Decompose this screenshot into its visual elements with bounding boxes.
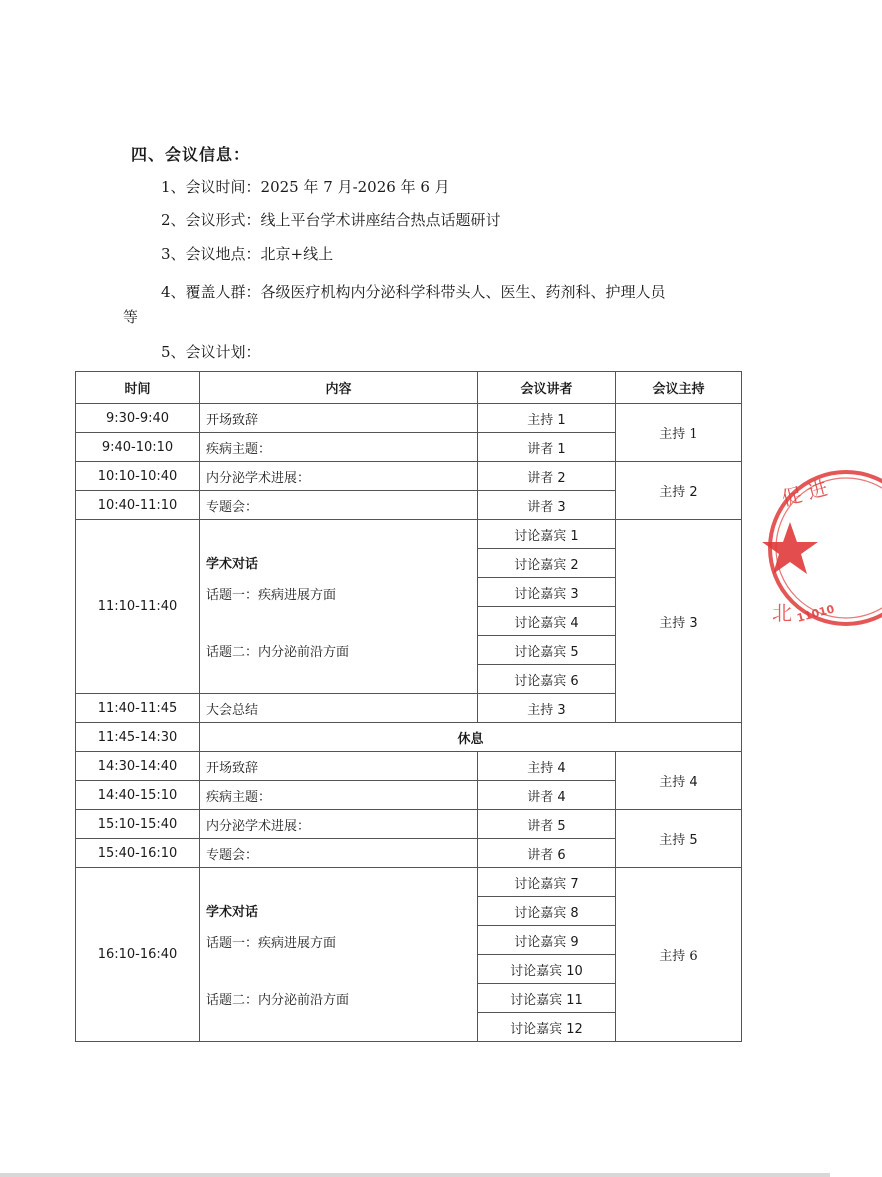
dialog-title: 学术对话 xyxy=(206,557,259,572)
content-cell: 疾病主题： xyxy=(200,433,478,462)
time-cell: 16:10-16:40 xyxy=(76,868,200,1042)
meeting-format-line: 2、会议形式：线上平台学术讲座结合热点话题研讨 xyxy=(161,211,501,229)
guest-cell: 讨论嘉宾 11 xyxy=(478,984,616,1013)
time-cell: 9:40-10:10 xyxy=(76,433,200,462)
content-cell: 内分泌学术进展： xyxy=(200,810,478,839)
speaker-cell: 讲者 1 xyxy=(478,433,616,462)
time-cell: 14:40-15:10 xyxy=(76,781,200,810)
speaker-cell: 主持 1 xyxy=(478,404,616,433)
dialog-topic: 话题二：内分泌前沿方面 xyxy=(206,993,350,1008)
dialog-topic: 话题一：疾病进展方面 xyxy=(206,936,337,951)
schedule-table xyxy=(75,371,742,1042)
dialog-topic: 话题二：内分泌前沿方面 xyxy=(206,645,350,660)
host-cell: 主持 5 xyxy=(616,810,742,868)
time-cell: 9:30-9:40 xyxy=(76,404,200,433)
guest-cell: 讨论嘉宾 6 xyxy=(478,665,616,694)
guest-cell: 讨论嘉宾 12 xyxy=(478,1013,616,1042)
speaker-cell: 讲者 4 xyxy=(478,781,616,810)
content-cell: 疾病主题： xyxy=(200,781,478,810)
guest-cell: 讨论嘉宾 7 xyxy=(478,868,616,897)
svg-text:促 进: 促 进 xyxy=(779,475,831,511)
svg-text:北: 北 xyxy=(772,601,792,625)
audience-line: 4、覆盖人群：各级医疗机构内分泌科学科带头人、医生、药剂科、护理人员 xyxy=(161,283,666,301)
official-seal xyxy=(762,462,882,632)
time-cell: 10:40-11:10 xyxy=(76,491,200,520)
guest-cell: 讨论嘉宾 10 xyxy=(478,955,616,984)
header-speaker: 会议讲者 xyxy=(478,372,616,404)
header-time: 时间 xyxy=(76,372,200,404)
time-cell: 11:40-11:45 xyxy=(76,694,200,723)
svg-text:11010: 11010 xyxy=(795,602,836,625)
break-row xyxy=(76,723,742,752)
table-row xyxy=(76,810,742,839)
speaker-cell: 讲者 5 xyxy=(478,810,616,839)
dialog-content-cell xyxy=(200,520,478,694)
content-cell: 专题会： xyxy=(200,839,478,868)
host-cell: 主持 6 xyxy=(616,868,742,1042)
audience-line-continued: 等 xyxy=(123,308,139,326)
guest-cell: 讨论嘉宾 8 xyxy=(478,897,616,926)
guest-cell: 讨论嘉宾 1 xyxy=(478,520,616,549)
section-heading: 四、会议信息： xyxy=(131,145,251,164)
table-row xyxy=(76,404,742,433)
host-cell: 主持 4 xyxy=(616,752,742,810)
dialog-content-cell xyxy=(200,868,478,1042)
speaker-cell: 讲者 3 xyxy=(478,491,616,520)
guest-cell: 讨论嘉宾 5 xyxy=(478,636,616,665)
header-host: 会议主持 xyxy=(616,372,742,404)
content-cell: 专题会： xyxy=(200,491,478,520)
time-cell: 15:40-16:10 xyxy=(76,839,200,868)
time-cell: 15:10-15:40 xyxy=(76,810,200,839)
meeting-location-line: 3、会议地点：北京+线上 xyxy=(161,245,334,263)
time-cell: 11:10-11:40 xyxy=(76,520,200,694)
content-cell: 大会总结 xyxy=(200,694,478,723)
content-cell: 内分泌学术进展： xyxy=(200,462,478,491)
meeting-plan-line: 5、会议计划： xyxy=(161,343,261,361)
guest-cell: 讨论嘉宾 4 xyxy=(478,607,616,636)
speaker-cell: 讲者 2 xyxy=(478,462,616,491)
host-cell: 主持 3 xyxy=(616,520,742,723)
table-row xyxy=(76,752,742,781)
speaker-cell: 讲者 6 xyxy=(478,839,616,868)
guest-cell: 讨论嘉宾 9 xyxy=(478,926,616,955)
time-cell: 14:30-14:40 xyxy=(76,752,200,781)
table-row xyxy=(76,462,742,491)
time-cell: 10:10-10:40 xyxy=(76,462,200,491)
host-cell: 主持 2 xyxy=(616,462,742,520)
speaker-cell: 主持 4 xyxy=(478,752,616,781)
time-cell: 11:45-14:30 xyxy=(76,723,200,752)
meeting-time-line: 1、会议时间：2025 年 7 月-2026 年 6 月 xyxy=(161,178,450,196)
dialog-title: 学术对话 xyxy=(206,905,259,920)
dialog-topic: 话题一：疾病进展方面 xyxy=(206,588,337,603)
break-label: 休息 xyxy=(200,723,742,752)
table-header-row xyxy=(76,372,742,404)
header-content: 内容 xyxy=(200,372,478,404)
speaker-cell: 主持 3 xyxy=(478,694,616,723)
content-cell: 开场致辞 xyxy=(200,404,478,433)
guest-cell: 讨论嘉宾 3 xyxy=(478,578,616,607)
table-row xyxy=(76,868,742,897)
page-bottom-edge xyxy=(0,1173,830,1177)
table-row xyxy=(76,520,742,549)
host-cell: 主持 1 xyxy=(616,404,742,462)
content-cell: 开场致辞 xyxy=(200,752,478,781)
guest-cell: 讨论嘉宾 2 xyxy=(478,549,616,578)
